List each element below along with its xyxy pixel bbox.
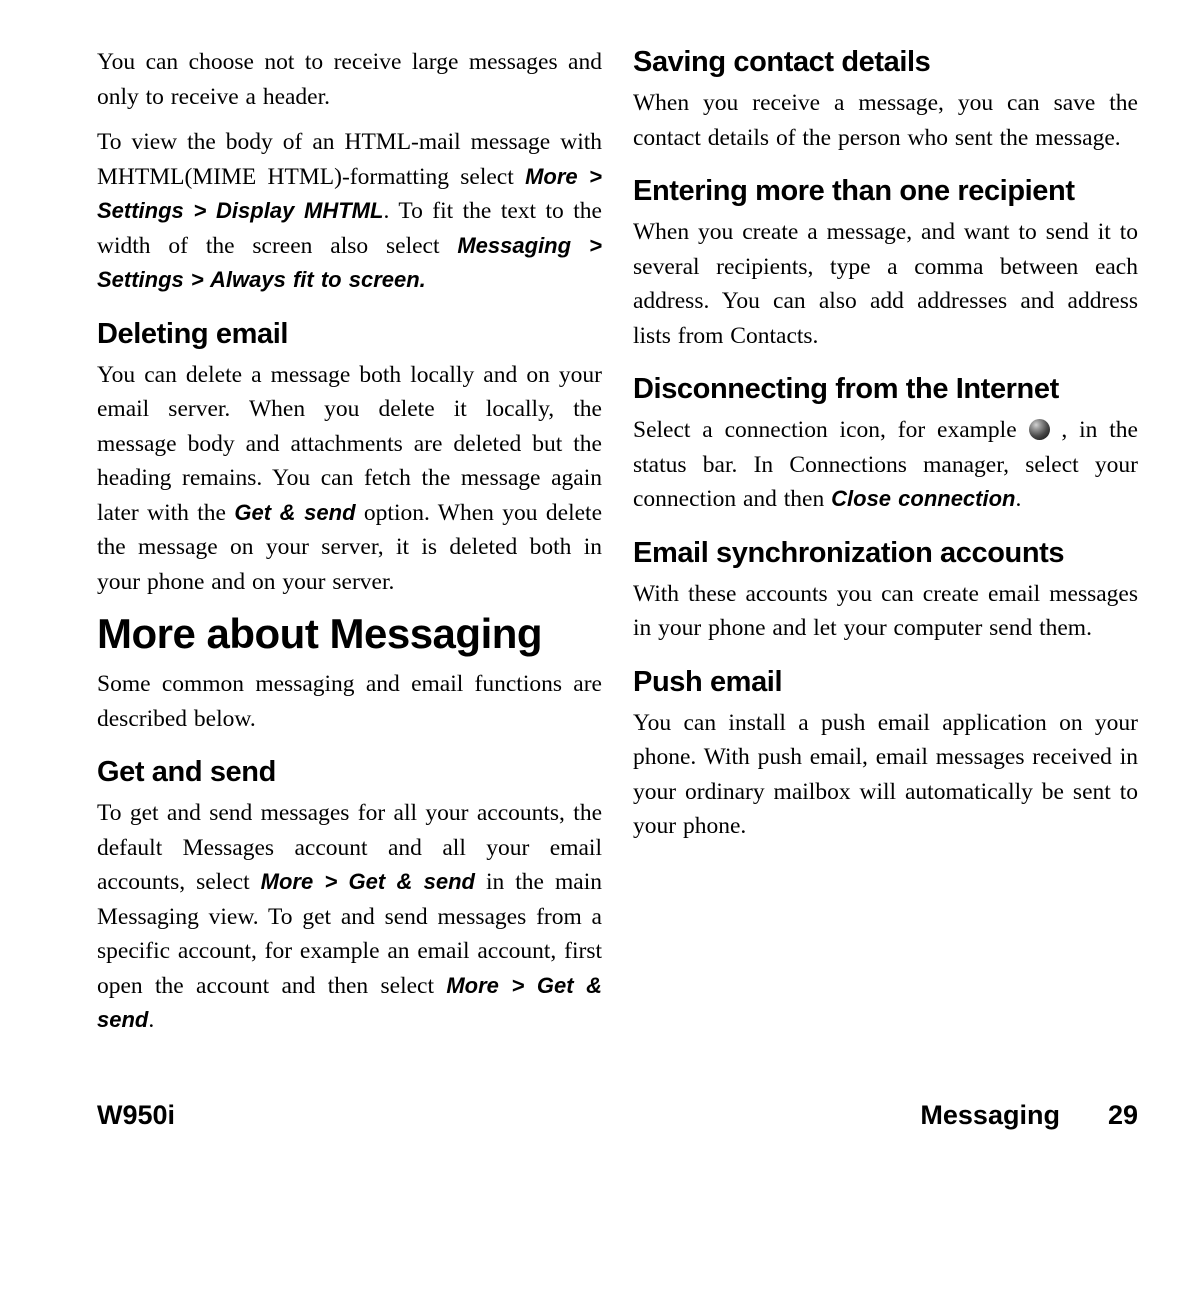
heading-get-and-send: Get and send [97,756,276,788]
heading-deleting-email: Deleting email [97,317,289,350]
paragraph-large-messages: You can choose not to receive large messages and only to receive a header. [97,49,602,110]
heading-entering-more-than-one-recipient: Entering more than one recipient [633,175,1075,207]
paragraph-email-synchronization: With these accounts you can create email messages in your phone and let your computer send them. [633,580,1138,641]
menu-path-close-connection: Close connection [831,486,1016,511]
heading-email-synchronization-accounts: Email synchronization accounts [633,536,1065,569]
text-run: option. When you delete the message on your server, it is deleted both in your phone and on your server. [97,499,603,595]
heading-push-email: Push email [633,665,783,698]
heading-disconnecting-from-internet: Disconnecting from the Internet [633,373,1059,405]
heading-saving-contact-details: Saving contact details [633,46,931,78]
menu-path-get-and-send-1: More > Get & send [260,869,475,894]
menu-path-display-mhtml: More > Settings > Display MHTML [97,163,602,223]
footer-page-number: 29 [1107,1100,1138,1130]
footer-section-label: Messaging [920,1100,1060,1130]
right-column [633,45,1138,1049]
text-run: , in the status bar. In Connections manager, select your connection and then [633,417,1138,512]
menu-path-get-and-send: Get & send [234,499,356,525]
connection-sphere-icon [1029,419,1050,440]
text-run: . [1015,486,1022,512]
heading-more-about-messaging: More about Messaging [97,610,543,657]
paragraph-deleting-email [97,358,602,600]
paragraph-disconnecting [633,413,1138,517]
paragraph-more-about-messaging: Some common messaging and email functions are described below. [97,671,602,732]
paragraph-saving-contact-details: When you receive a message, you can save the contact details of the person who sent the message. [633,90,1138,151]
menu-path-always-fit-to-screen: Messaging > Settings > Always fit to screen. [97,232,603,292]
footer-right-group [920,1098,1138,1132]
menu-path-get-and-send-2: More > Get & send [97,972,602,1032]
paragraph-get-and-send [97,796,602,1038]
text-run: You can delete a message both locally and on your email server. When you delete it locally, the message body and attachments are deleted but the heading remains. You can fetch the message again later with the [97,361,602,526]
text-run: Select a connection icon, for example [633,417,1029,443]
text-run: To view the body of an HTML-mail message with MHTML(MIME HTML)-formatting select [97,129,602,190]
text-run: in the main Messaging view. To get and send messages from a specific account, for example an email account, first open the account and then select [97,869,602,999]
paragraph-mhtml [97,125,602,298]
paragraph-push-email: You can install a push email application on your phone. With push email, email messages received in your ordinary mailbox will automatically be sent to your phone. [633,709,1138,839]
text-run: To get and send messages for all your accounts, the default Messages account and all your email accounts, select [97,800,602,895]
paragraph-entering-recipients: When you create a message, and want to send it to several recipients, type a comma between each address. You can also add addresses and address lists from Contacts. [633,219,1138,349]
footer-model-label: W950i [97,1100,176,1130]
text-run: . [148,1007,155,1033]
page-footer [97,1098,1138,1132]
text-run: . To fit the text to the width of the screen also select [97,198,602,259]
left-column [97,45,602,1049]
